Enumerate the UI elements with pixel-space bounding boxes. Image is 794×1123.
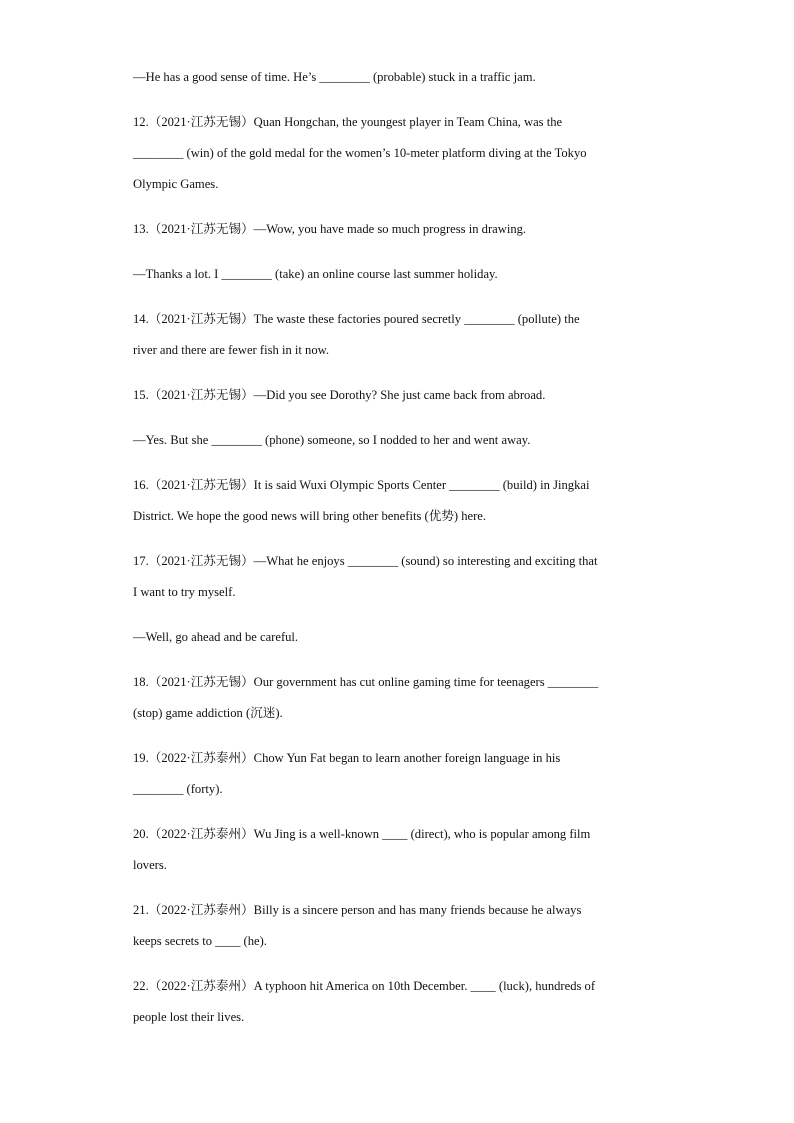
text-line: 18.（2021·江苏无锡）Our government has cut online gaming time for teenagers ________ bbox=[133, 675, 599, 689]
text-line: Olympic Games. bbox=[133, 177, 219, 191]
text-line: —He has a good sense of time. He’s ________ (probable) stuck in a traffic jam. bbox=[133, 70, 536, 84]
text-line: ________ (forty). bbox=[133, 782, 223, 796]
text-line: District. We hope the good news will bring other benefits (优势) here. bbox=[133, 509, 487, 523]
text-line: 21.（2022·江苏泰州）Billy is a sincere person and has many friends because he always bbox=[133, 903, 582, 917]
text-line: ________ (win) of the gold medal for the women’s 10-meter platform diving at the Tokyo bbox=[133, 146, 587, 160]
paragraph-gap bbox=[133, 805, 663, 819]
paragraph-gap bbox=[133, 653, 663, 667]
exercise-list bbox=[133, 62, 663, 1033]
paragraph-gap bbox=[133, 93, 663, 107]
text-line: —Thanks a lot. I ________ (take) an online course last summer holiday. bbox=[133, 267, 498, 281]
paragraph-gap bbox=[133, 881, 663, 895]
text-line: —Yes. But she ________ (phone) someone, so I nodded to her and went away. bbox=[133, 433, 531, 447]
text-line: 15.（2021·江苏无锡）—Did you see Dorothy? She just came back from abroad. bbox=[133, 388, 546, 402]
text-line: lovers. bbox=[133, 858, 167, 872]
paragraph-gap bbox=[133, 200, 663, 214]
paragraph-gap bbox=[133, 608, 663, 622]
text-line: I want to try myself. bbox=[133, 585, 236, 599]
text-line: 16.（2021·江苏无锡）It is said Wuxi Olympic Sports Center ________ (build) in Jingkai bbox=[133, 478, 590, 492]
paragraph-gap bbox=[133, 532, 663, 546]
paragraph-gap bbox=[133, 729, 663, 743]
paragraph-gap bbox=[133, 290, 663, 304]
text-line: 20.（2022·江苏泰州）Wu Jing is a well-known ____ (direct), who is popular among film bbox=[133, 827, 591, 841]
text-line: people lost their lives. bbox=[133, 1010, 245, 1024]
text-line: 12.（2021·江苏无锡）Quan Hongchan, the youngest player in Team China, was the bbox=[133, 115, 563, 129]
text-line: 13.（2021·江苏无锡）—Wow, you have made so much progress in drawing. bbox=[133, 222, 527, 236]
text-line: 17.（2021·江苏无锡）—What he enjoys ________ (sound) so interesting and exciting that bbox=[133, 554, 598, 568]
text-line: —Well, go ahead and be careful. bbox=[133, 630, 299, 644]
document-page bbox=[133, 62, 663, 1033]
text-line: 14.（2021·江苏无锡）The waste these factories poured secretly ________ (pollute) the bbox=[133, 312, 580, 326]
paragraph-gap bbox=[133, 366, 663, 380]
paragraph-gap bbox=[133, 456, 663, 470]
text-line: 19.（2022·江苏泰州）Chow Yun Fat began to learn another foreign language in his bbox=[133, 751, 561, 765]
paragraph-gap bbox=[133, 411, 663, 425]
paragraph-gap bbox=[133, 957, 663, 971]
text-line: river and there are fewer fish in it now. bbox=[133, 343, 330, 357]
text-line: 22.（2022·江苏泰州）A typhoon hit America on 10th December. ____ (luck), hundreds of bbox=[133, 979, 596, 993]
text-line: (stop) game addiction (沉迷). bbox=[133, 706, 283, 720]
text-line: keeps secrets to ____ (he). bbox=[133, 934, 267, 948]
paragraph-gap bbox=[133, 245, 663, 259]
